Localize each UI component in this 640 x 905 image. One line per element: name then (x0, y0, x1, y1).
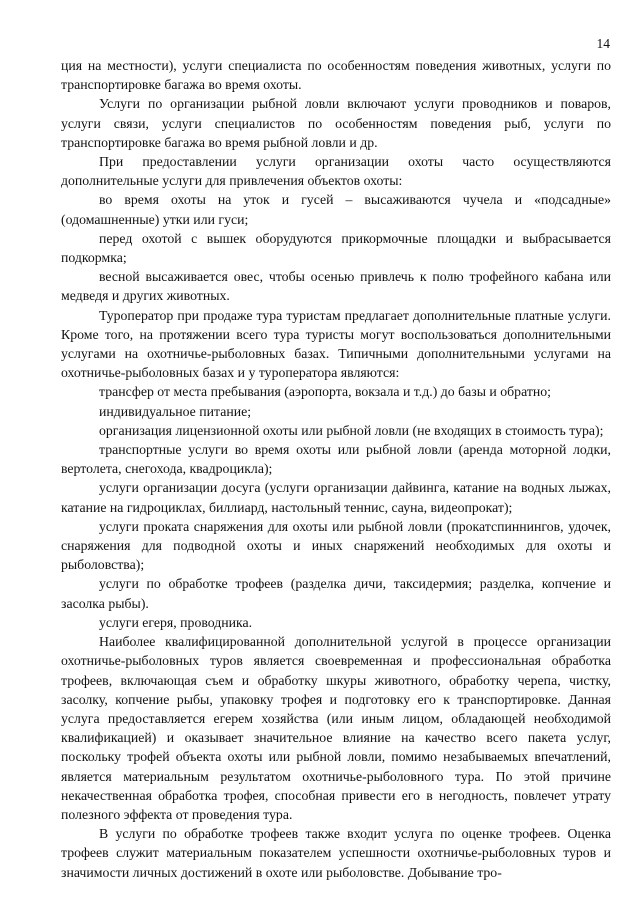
page-number: 14 (596, 36, 610, 51)
page-body (61, 56, 611, 882)
list-item-leisure: услуги организации досуга (услуги организации дайвинга, катание на водных лыжах, катание на гидроциклах, биллиард, настольный теннис, сауна, видеопрокат); (61, 480, 611, 515)
list-item-huntsman: услуги егеря, проводника. (99, 614, 253, 630)
paragraph-tour-operator: Туроператор при продаже тура туристам предлагает дополнительные платные услуги. Кроме того, на протяжении всего тура туристы могут воспользоваться дополнительными услугами на охотничье-рыболовных базах. Типичными дополнительными услугами на охотничье-рыболовных базах и у туроператора являются: (61, 307, 611, 381)
list-item-feeding-areas: перед охотой с вышек оборудуются прикормочные площадки и выбрасывается подкормка; (61, 230, 611, 266)
paragraph-additional-services-intro: При предоставлении услуги организации охоты часто осуществляются дополнительные услуги для привлечения объектов охоты: (61, 154, 611, 189)
list-item-trophy-processing: услуги по обработке трофеев (разделка дичи, таксидермия; разделка, копчение и засолка рыбы). (61, 576, 611, 611)
list-item-meals: индивидуальное питание; (99, 403, 252, 419)
list-item-oats: весной высаживается овес, чтобы осенью привлечь к полю трофейного кабана или медведя и других животных. (61, 269, 611, 304)
list-item-transport: транспортные услуги во время охоты или рыбной ловли (аренда моторной лодки, вертолета, снегохода, квадроцикла); (61, 442, 611, 477)
paragraph-trophy-evaluation: В услуги по обработке трофеев также входит услуга по оценке трофеев. Оценка трофеев служит материальным показателем успешности охотничье-рыболовных туров и значимости личных достижений в охоте или рыболовстве. Добывание тро- (61, 826, 611, 880)
paragraph-continued: ция на местности), услуги специалиста по особенностям поведения животных, услуги по транспортировке багажа во время охоты. (61, 58, 611, 93)
list-item-licensed-hunting: организация лицензионной охоты или рыбной ловли (не входящих в стоимость тура); (99, 422, 604, 438)
list-item-transfer: трансфер от места пребывания (аэропорта, вокзала и т.д.) до базы и обратно; (99, 384, 551, 400)
paragraph-fishing-services: Услуги по организации рыбной ловли включают услуги проводников и поваров, услуги связи, услуги специалистов по особенностям поведения рыб, услуги по транспортировке багажа во время рыбной ловли и др. (61, 96, 611, 150)
paragraph-trophy-processing: Наиболее квалифицированной дополнительной услугой в процессе организации охотничье-рыболовных туров является своевременная и профессиональная обработка трофеев, включающая съем и обработку шкуры животного, обработку черепа, чистку, засолку, копчение рыбы, упаковку трофея и подготовку его к транспортировке. Данная услуга предоставляется егерем хозяйства (или иным лицом, обладающей необходимой квалификацией) и оказывает значительное влияние на качество всего пакета услуг, поскольку трофей объекта охоты или рыбной ловли, помимо незабываемых впечатлений, является материальным результатом охотничье-рыболовного тура. По этой причине некачественная обработка трофея, способная привести его в негодность, повлечет утрату полезного эффекта от проведения тура. (61, 634, 611, 822)
list-item-equipment-rental: услуги проката снаряжения для охоты или рыбной ловли (прокатспиннингов, удочек, снаряжения для подводной охоты и иных снаряжений необходимых для охоты и рыболовства); (61, 518, 611, 573)
list-item-ducks-geese: во время охоты на уток и гусей – высаживаются чучела и «подсадные» (одомашненные) утки или гуси; (61, 192, 611, 227)
